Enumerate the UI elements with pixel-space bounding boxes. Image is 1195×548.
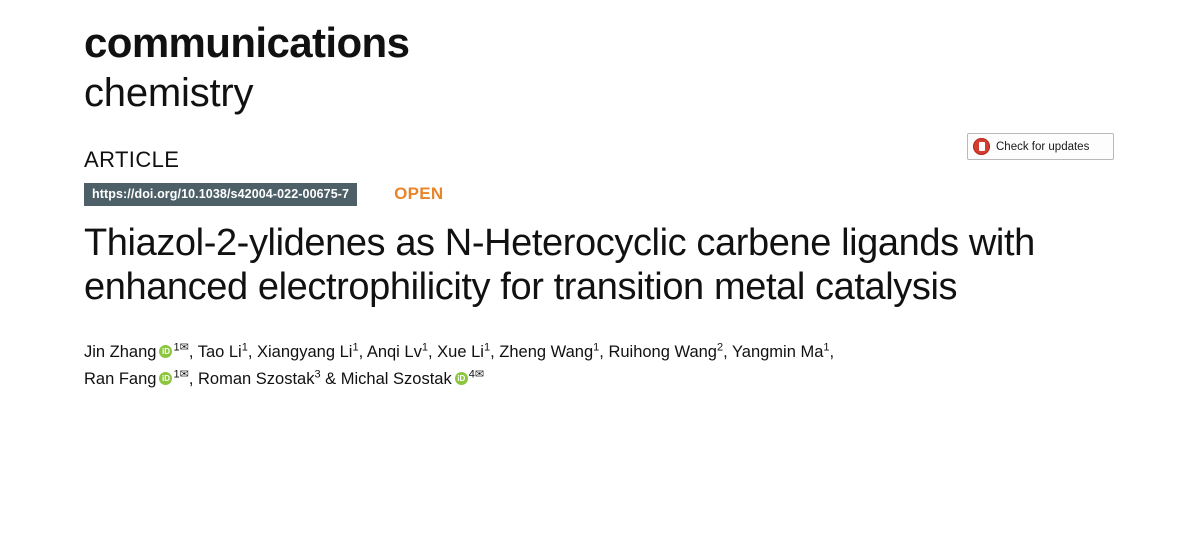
orcid-icon[interactable] bbox=[455, 372, 468, 385]
corresponding-author-email-icon[interactable]: ✉ bbox=[179, 341, 189, 354]
author-list bbox=[84, 339, 1114, 392]
doi-row bbox=[84, 183, 1114, 205]
author-separator: , bbox=[428, 343, 438, 362]
author-separator: , bbox=[490, 343, 500, 362]
crossmark-logo-icon bbox=[973, 138, 990, 155]
journal-name-line2: chemistry bbox=[84, 71, 254, 115]
author-name: Anqi Lv bbox=[366, 343, 422, 362]
author-affiliation-marker[interactable]: 1 bbox=[483, 341, 491, 354]
author-line-2 bbox=[84, 366, 1114, 393]
author-affiliation-marker[interactable]: 1 bbox=[173, 368, 180, 381]
orcid-icon[interactable] bbox=[159, 372, 172, 385]
author-affiliation-marker[interactable]: 1 bbox=[241, 341, 248, 354]
author-separator: , bbox=[247, 343, 258, 362]
author-separator: , bbox=[188, 343, 198, 362]
author-name: Ruihong Wang bbox=[608, 343, 717, 362]
author-separator: , bbox=[188, 369, 198, 388]
corresponding-author-email-icon[interactable]: ✉ bbox=[474, 368, 485, 381]
article-type-label: ARTICLE bbox=[84, 147, 180, 172]
orcid-icon[interactable] bbox=[159, 345, 172, 358]
author-separator: & bbox=[320, 369, 341, 388]
open-access-label: OPEN bbox=[394, 184, 444, 203]
author-affiliation-marker[interactable]: 3 bbox=[314, 368, 321, 381]
author-name: Xue Li bbox=[437, 343, 484, 362]
article-header-content bbox=[84, 19, 1114, 393]
author-name: Michal Szostak bbox=[340, 369, 452, 388]
page-title: Thiazol-2-ylidenes as N-Heterocyclic carbene ligands with enhanced electrophilicity for transition metal catalysis bbox=[84, 222, 1035, 309]
doi-link[interactable]: https://doi.org/10.1038/s42004-022-00675-7 bbox=[84, 183, 357, 206]
check-for-updates-label: Check for updates bbox=[996, 140, 1090, 153]
author-affiliation-marker[interactable]: 1 bbox=[421, 341, 428, 354]
author-name: Tao Li bbox=[197, 343, 242, 362]
author-line-1 bbox=[84, 339, 1114, 366]
author-name: Yangmin Ma bbox=[731, 343, 824, 362]
author-affiliation-marker[interactable]: 1 bbox=[173, 341, 180, 354]
article-type-row bbox=[84, 140, 1114, 173]
author-affiliation-marker[interactable]: 2 bbox=[716, 341, 724, 354]
journal-masthead bbox=[84, 19, 1114, 115]
author-name: Xiangyang Li bbox=[257, 343, 353, 362]
author-affiliation-marker[interactable]: 1 bbox=[823, 341, 830, 354]
author-affiliation-marker[interactable]: 1 bbox=[593, 341, 600, 354]
author-separator: , bbox=[599, 343, 609, 362]
author-separator: , bbox=[358, 343, 367, 362]
check-for-updates-badge[interactable] bbox=[967, 133, 1114, 160]
journal-name-line1: communications bbox=[84, 19, 410, 66]
corresponding-author-email-icon[interactable]: ✉ bbox=[179, 368, 189, 381]
author-name: Jin Zhang bbox=[84, 343, 157, 362]
author-affiliation-marker[interactable]: 4 bbox=[468, 368, 475, 381]
author-separator: , bbox=[723, 343, 732, 362]
author-separator: , bbox=[829, 343, 835, 362]
author-name: Zheng Wang bbox=[499, 343, 594, 362]
author-name: Roman Szostak bbox=[197, 369, 315, 388]
author-affiliation-marker[interactable]: 1 bbox=[352, 341, 359, 354]
author-name: Ran Fang bbox=[84, 369, 157, 388]
